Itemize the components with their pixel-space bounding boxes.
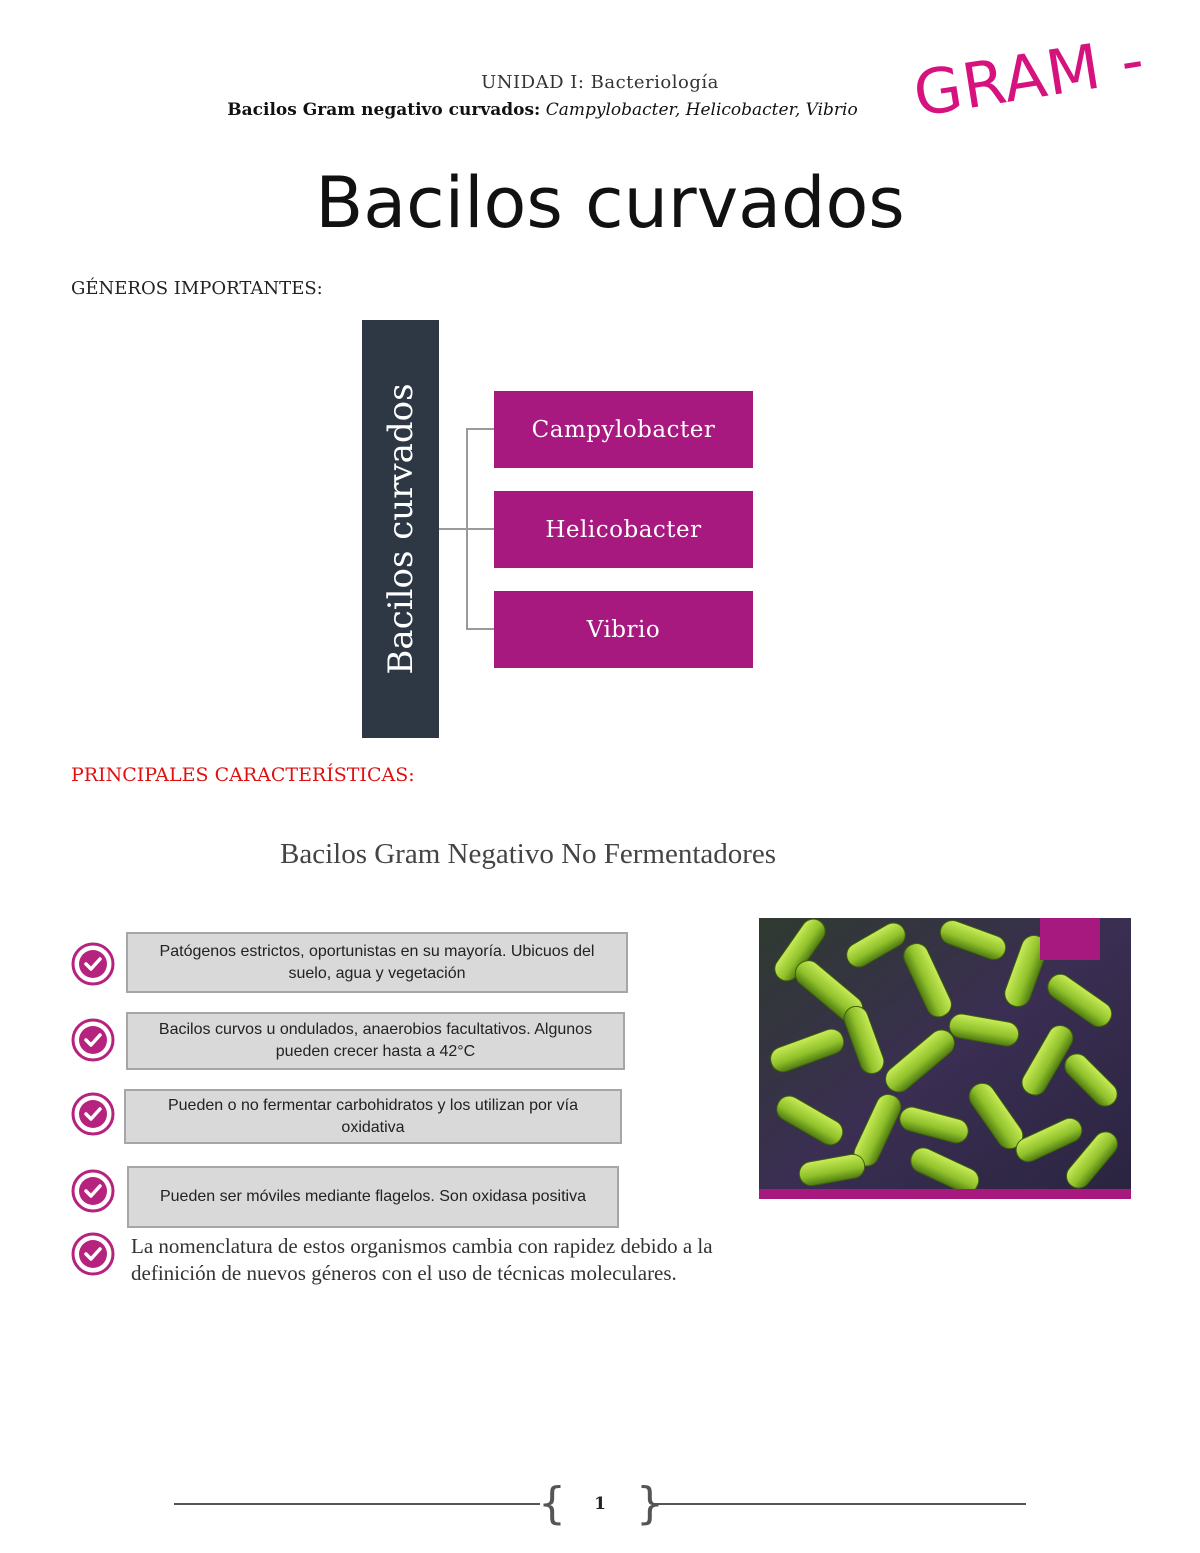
page-title: Bacilos curvados bbox=[315, 162, 905, 244]
footer-rule-left bbox=[174, 1503, 540, 1505]
diagram-root-label-wrap bbox=[362, 320, 439, 738]
feature-box: Pueden ser móviles mediante flagelos. Son oxidasa positiva bbox=[127, 1166, 619, 1228]
check-circle-icon bbox=[71, 1232, 115, 1276]
subtitle-genera: Campylobacter, Helicobacter, Vibrio bbox=[545, 100, 858, 120]
nomenclature-note: La nomenclatura de estos organismos cambia con rapidez debido a la definición de nuevos géneros con el uso de técnicas moleculares. bbox=[131, 1234, 713, 1285]
slide-title: Bacilos Gram Negativo No Fermentadores bbox=[280, 838, 777, 870]
bacteria-micrograph bbox=[759, 918, 1131, 1199]
connector-horizontal bbox=[439, 528, 467, 530]
footer-rule-right bbox=[654, 1503, 1026, 1505]
page-number: 1 bbox=[594, 1494, 606, 1514]
genus-box-helicobacter bbox=[494, 491, 753, 568]
generos-heading: GÉNEROS IMPORTANTES: bbox=[71, 278, 323, 299]
genus-box-vibrio bbox=[494, 591, 753, 668]
connector-branch-1 bbox=[466, 428, 494, 430]
genus-label: Vibrio bbox=[586, 616, 661, 643]
footer-brace-left: { bbox=[538, 1478, 566, 1529]
feature-box: Pueden o no fermentar carbohidratos y los utilizan por vía oxidativa bbox=[124, 1089, 622, 1144]
genus-label: Helicobacter bbox=[545, 516, 702, 543]
check-circle-icon bbox=[71, 1092, 115, 1136]
connector-branch-3 bbox=[466, 628, 494, 630]
connector-branch-2 bbox=[466, 528, 494, 530]
genus-box-campylobacter bbox=[494, 391, 753, 468]
check-circle-icon bbox=[71, 1169, 115, 1213]
gram-negative-stamp: GRAM - bbox=[908, 22, 1150, 131]
subtitle-bold: Bacilos Gram negativo curvados: bbox=[227, 100, 541, 120]
check-circle-icon bbox=[71, 1018, 115, 1062]
principales-heading: PRINCIPALES CARACTERÍSTICAS: bbox=[71, 764, 415, 786]
feature-box: Patógenos estrictos, oportunistas en su mayoría. Ubicuos del suelo, agua y vegetación bbox=[126, 932, 628, 993]
unit-heading: UNIDAD I: Bacteriología bbox=[481, 72, 719, 93]
feature-box: Bacilos curvos u ondulados, anaerobios facultativos. Algunos pueden crecer hasta a 42°C bbox=[126, 1012, 625, 1070]
diagram-root-label: Bacilos curvados bbox=[380, 383, 421, 675]
genus-label: Campylobacter bbox=[531, 416, 716, 443]
footer-brace-right: } bbox=[636, 1478, 664, 1529]
check-circle-icon bbox=[71, 942, 115, 986]
